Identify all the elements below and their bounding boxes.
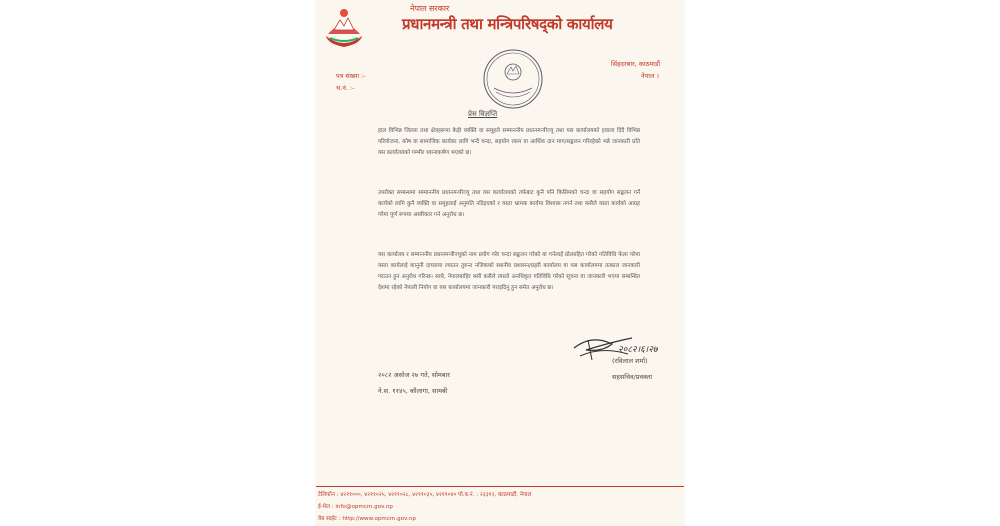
location-line1: सिंहदरबार, काठमाडौं: [611, 60, 661, 68]
phone-numbers: ४२११०००, ४२११०२५, ४२११०२८, ४२११०३५, ४२११०४० पो.ब.नं. : २३३१२, काठमाडौं, नेपाल: [340, 492, 532, 498]
phone-label: टेलिफोन :: [318, 492, 339, 498]
nepal-emblem-icon: [322, 6, 366, 50]
signatory-designation: सहसचिव/प्रवक्ता: [612, 373, 653, 381]
ref-number-label: पत्र संख्या :-: [336, 72, 366, 80]
website-link[interactable]: http://www.opmcm.gov.np: [342, 516, 416, 522]
nepal-sambat-date: ने.स. ११४५, कौलागा, सामबी: [378, 387, 448, 395]
document-title: प्रेस विज्ञप्ति: [468, 110, 498, 118]
government-label: नेपाल सरकार: [410, 4, 450, 13]
issue-date: २०८२ असोज २७ गते, सोमबार: [378, 371, 450, 379]
website-label: वेब साईट :: [318, 516, 341, 522]
paragraph-2: उपरोक्त सम्बन्धमा सम्माननीय प्रधानमन्त्रीज्यू तथा यस कार्यालयको तर्फबाट कुनै पनि किसिमको चन्दा वा सहयोग सङ्कलन गर्ने कार्यको लागि कुनै व्यक्ति वा समूहलाई अनुमति नदिइएको र यस्ता भ्रामक कार्यमा विश्वास नगर्न तथा कसैले यस्ता कार्यको आग्रह गरेमा पूर्ण रूपमा अस्वीकार गर्न अनुरोध छ।: [378, 190, 640, 218]
footer-email: [318, 502, 393, 510]
location-line2: नेपाल ।: [641, 72, 659, 80]
office-title: प्रधानमन्त्री तथा मन्त्रिपरिषद्को कार्यालय: [402, 15, 613, 33]
signature-date: २०८२।६।२७: [618, 345, 658, 355]
dispatch-number-label: च.नं. :-: [336, 84, 355, 92]
footer-website: [318, 514, 416, 522]
letter-page: [316, 0, 684, 526]
footer-phone: [318, 490, 531, 498]
footer-divider: [316, 486, 684, 487]
paragraph-1: हाल विभिन्न जिल्ला तथा क्षेत्रहरूमा केही व्यक्ति वा समूहले सम्माननीय प्रधानमन्त्रीज्यू तथा यस कार्यालयको हवाला दिंदै विभिन्न परियोजना, कोष वा सामाजिक कार्यका लागि भन्दै चन्दा, सहयोग रकम वा आर्थिक दान माग/सङ्कलन गरिरहेको भन्ने जानकारी प्रति यस कार्यालयको गम्भीर ध्यानाकर्षण भएको छ।: [378, 128, 640, 156]
paragraph-3: यस कार्यालय र सम्माननीय प्रधानमन्त्रीज्यूको नाम प्रयोग गरेर चन्दा सङ्कलन गरेको वा गर्नलाई प्रोत्साहित गरेको गतिविधि फेला परेमा यस्ता कार्यलाई कानुनी दायरामा ल्याउन तुरुन्त नजिकको स्थानीय प्रशासन/प्रहरी कार्यालय वा यस कार्यालयमा तत्काल जानकारी गराउन हुन अनुरोध गरिन्छ। साथै, नेपालबाहिर बसी कसैले त्यस्तो अनधिकृत गतिविधि गरेको सूचना वा जानकारी भएमा सम्बन्धित देशमा रहेको नेपाली नियोग वा यस कार्यालयमा जानकारी गराइदिनु हुन समेत अनुरोध छ।: [378, 252, 640, 291]
email-value[interactable]: info@opmcm.gov.np: [335, 504, 393, 510]
office-seal-icon: [482, 48, 544, 110]
signatory-name: (रविलाल शर्मा): [612, 357, 648, 365]
email-label: ई-मेल :: [318, 504, 334, 510]
